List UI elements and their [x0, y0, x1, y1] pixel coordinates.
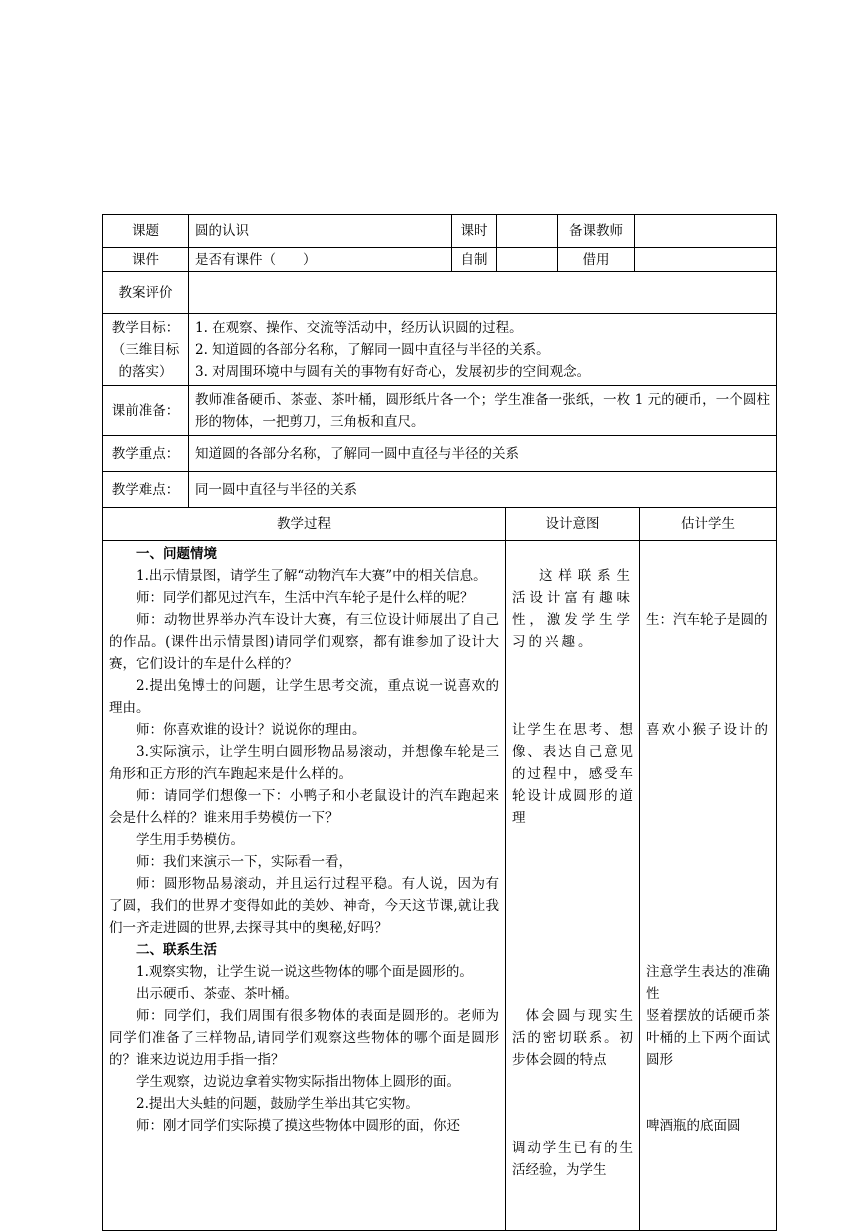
process-paragraph: 师：同学们都见过汽车，生活中汽车轮子是什么样的呢？: [136, 590, 474, 606]
key-value: 知道圆的各部分名称，了解同一圆中直径与半径的关系: [189, 436, 777, 472]
prep-value: 教师准备硬币、茶壶、茶叶桶，圆形纸片各一个；学生准备一张纸，一枚 1 元的硬币，一个圆柱形的物体，一把剪刀，三角板和直尺。: [189, 386, 777, 436]
topic-value: 圆的认识: [189, 215, 452, 248]
process-paragraph: 学生观察，边说边拿着实物实际指出物体上圆形的面。: [136, 1074, 460, 1090]
process-paragraph: 2.提出兔博士的问题，让学生思考交流，重点说一说喜欢的理由。: [109, 678, 499, 716]
process-paragraph: 师：刚才同学们实际摸了摸这些物体中圆形的面，你还: [136, 1118, 460, 1134]
courseware-label: 课件: [103, 248, 189, 272]
process-paragraph: 2.提出大头蛙的问题，鼓励学生举出其它实物。: [136, 1096, 419, 1112]
intent-note: 调动学生已有的生活经验，为学生: [512, 1140, 633, 1178]
goals-label-line-1: 教学目标：: [111, 319, 180, 336]
process-paragraph: 1.观察实物，让学生说一说这些物体的哪个面是圆形的。: [136, 964, 473, 980]
evaluation-value: [189, 272, 777, 314]
teaching-process-table: [102, 507, 777, 1231]
courseware-value: 是否有课件（ ）: [189, 248, 452, 272]
section-title: 一、问题情境: [136, 546, 217, 562]
goals-value: [189, 314, 777, 386]
borrow-label: 借用: [558, 248, 635, 272]
goals-label-line-2: （三维目标: [111, 341, 180, 358]
key-label: 教学重点：: [103, 436, 189, 472]
process-paragraph: 师：我们来演示一下，实际看一看，: [136, 854, 352, 870]
goal-item: 1. 在观察、操作、交流等活动中，经历认识圆的过程。: [195, 319, 523, 336]
intent-note: 让学生在思考、想像、表达自己意见的过程中，感受车轮设计成圆形的道理: [512, 722, 633, 826]
difficulty-value: 同一圆中直径与半径的关系: [189, 472, 777, 508]
process-paragraph: 3.实际演示，让学生明白圆形物品易滚动，并想像车轮是三角形和正方形的汽车跑起来是什么样的。: [109, 744, 499, 782]
col-students-header: 估计学生: [640, 508, 777, 541]
process-content: [103, 541, 506, 1231]
intent-content: [506, 541, 640, 1231]
process-paragraph: 师：你喜欢谁的设计？说说你的理由。: [136, 722, 366, 738]
difficulty-label: 教学难点：: [103, 472, 189, 508]
goals-label-line-3: 的落实）: [118, 363, 173, 380]
process-paragraph: 1.出示情景图，请学生了解“动物汽车大赛”中的相关信息。: [136, 568, 487, 584]
intent-note: 体会圆与现实生活的密切联系。初步体会圆的特点: [512, 1008, 633, 1068]
self-made-value: [497, 248, 558, 272]
students-content: [640, 541, 777, 1231]
col-intent-header: 设计意图: [506, 508, 640, 541]
process-paragraph: 出示硬币、茶壶、茶叶桶。: [136, 986, 298, 1002]
col-process-header: 教学过程: [103, 508, 506, 541]
intent-note: 这样联系生活设计富有趣味性，激发学生学习的兴趣。: [512, 568, 633, 650]
process-paragraph: 师：动物世界举办汽车设计大赛，有三位设计师展出了自己的作品。(课件出示情景图)请同学们观察，都有谁参加了设计大赛，它们设计的车是什么样的？: [109, 612, 499, 672]
goal-item: 3. 对周围环境中与圆有关的事物有好奇心，发展初步的空间观念。: [195, 363, 591, 380]
evaluation-label: 教案评价: [103, 272, 189, 314]
student-response: 竖着摆放的话硬币茶叶桶的上下两个面试圆形: [646, 1008, 770, 1068]
borrow-value: [635, 248, 777, 272]
period-label: 课时: [452, 215, 497, 248]
student-response: 喜欢小猴子设计的: [646, 722, 770, 738]
goal-item: 2. 知道圆的各部分名称，了解同一圆中直径与半径的关系。: [195, 341, 550, 358]
self-made-label: 自制: [452, 248, 497, 272]
teacher-value: [635, 215, 777, 248]
teacher-label: 备课教师: [558, 215, 635, 248]
section-title: 二、联系生活: [136, 942, 217, 958]
process-paragraph: 师：圆形物品易滚动，并且运行过程平稳。有人说，因为有了圆，我们的世界才变得如此的美妙、神奇，今天这节课,就让我们一齐走进圆的世界,去探寻其中的奥秘,好吗？: [109, 876, 499, 936]
period-value: [497, 215, 558, 248]
process-paragraph: 师：同学们，我们周围有很多物体的表面是圆形的。老师为同学们准备了三样物品,请同学们观察这些物体的哪个面是圆形的？谁来边说边用手指一指？: [109, 1008, 499, 1068]
student-response: 生：汽车轮子是圆的: [646, 612, 768, 628]
goals-label: [103, 314, 189, 386]
process-paragraph: 师：请同学们想像一下：小鸭子和小老鼠设计的汽车跑起来会是什么样的？谁来用手势模仿一下？: [109, 788, 499, 826]
student-response: 啤酒瓶的底面圆: [646, 1118, 741, 1134]
topic-label: 课题: [103, 215, 189, 248]
student-response: 注意学生表达的准确性: [646, 964, 770, 1002]
prep-label: 课前准备：: [103, 386, 189, 436]
lesson-info-table: [102, 214, 777, 508]
process-paragraph: 学生用手势模仿。: [136, 832, 244, 848]
